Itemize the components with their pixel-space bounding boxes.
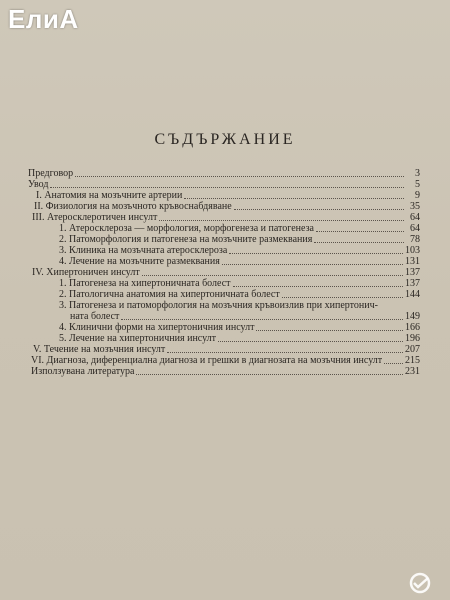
toc-entry-3-1	[59, 223, 420, 234]
toc-label: 5. Лечение на хипертоничния инсулт	[59, 333, 217, 344]
toc-entry-chapter-3	[32, 212, 420, 223]
toc-leader	[384, 363, 403, 364]
toc-entry-3-2	[59, 234, 420, 245]
toc-label: Използувана литература	[31, 366, 135, 377]
toc-page-number: 149	[405, 311, 420, 322]
toc-page-number: 207	[405, 344, 420, 355]
page-title: СЪДЪРЖАНИЕ	[154, 131, 296, 148]
toc-label: 1. Патогенеза на хипертоничната болест	[59, 278, 231, 289]
toc-page-number: 9	[415, 190, 420, 201]
toc-page-number: 35	[410, 201, 420, 212]
toc-label: Предговор	[28, 168, 74, 179]
toc-entry-4-3-continued	[70, 311, 420, 322]
toc-label: ната болест	[70, 311, 120, 322]
toc-leader	[142, 275, 403, 276]
toc-entry-4-1	[59, 278, 420, 289]
toc-label: IV. Хипертоничен инсулт	[32, 267, 140, 278]
toc-label: 4. Лечение на мозъчните размеквания	[59, 256, 220, 267]
toc-leader	[233, 286, 403, 287]
toc-entry-chapter-6	[31, 355, 420, 366]
toc-label: V. Течение на мозъчния инсулт	[33, 344, 166, 355]
toc-page-number: 144	[405, 289, 420, 300]
brand-logo: ЕлиА	[8, 4, 79, 34]
toc-leader	[167, 352, 403, 353]
toc-leader	[136, 374, 403, 375]
toc-entry-chapter-1	[36, 190, 420, 201]
toc-page-number: 166	[405, 322, 420, 333]
toc-page-number: 64	[410, 223, 420, 234]
toc-entry-intro	[28, 179, 420, 190]
toc-label: II. Физиология на мозъчното кръвоснабдяване	[34, 201, 232, 212]
toc-leader	[50, 187, 404, 188]
toc-label: I. Анатомия на мозъчните артерии	[36, 190, 183, 201]
toc-page-number: 64	[410, 212, 420, 223]
toc-entry-chapter-4	[32, 267, 420, 278]
toc-page-number: 215	[405, 355, 420, 366]
toc-label: 2. Патоморфология и патогенеза на мозъчните размеквания	[59, 234, 313, 245]
toc-leader	[222, 264, 403, 265]
toc-leader	[75, 176, 404, 177]
toc-entry-chapter-2	[34, 201, 420, 212]
toc-leader	[234, 209, 404, 210]
toc-label: Увод	[28, 179, 49, 190]
toc-label: 3. Клиника на мозъчната атеросклероза	[59, 245, 228, 256]
toc-page-number: 137	[405, 267, 420, 278]
toc-entry-4-5	[59, 333, 420, 344]
toc-page-number: 103	[405, 245, 420, 256]
toc-label: 4. Клинични форми на хипертоничния инсулт	[59, 322, 255, 333]
toc-entry-4-2	[59, 289, 420, 300]
toc-entry-chapter-5	[33, 344, 420, 355]
toc-leader	[184, 198, 404, 199]
toc-page-number: 3	[415, 168, 420, 179]
toc-entry-3-3	[59, 245, 420, 256]
toc-leader	[218, 341, 403, 342]
toc-page-number: 231	[405, 366, 420, 377]
toc-leader	[314, 242, 404, 243]
toc-entry-4-4	[59, 322, 420, 333]
toc-page-number: 137	[405, 278, 420, 289]
toc-page-number: 78	[410, 234, 420, 245]
toc-leader	[121, 319, 403, 320]
toc-leader	[282, 297, 403, 298]
toc-entry-4-3: 3. Патогенеза и патоморфология на мозъчния кръвоизлив при хипертонич-	[59, 300, 378, 311]
toc-entry-3-4	[59, 256, 420, 267]
toc-leader	[256, 330, 403, 331]
toc-leader	[229, 253, 403, 254]
toc-page-number: 196	[405, 333, 420, 344]
toc-leader	[159, 220, 404, 221]
toc-label: 1. Атеросклероза — морфология, морфогенеза и патогенеза	[59, 223, 314, 234]
toc-label: III. Атеросклеротичен инсулт	[32, 212, 158, 223]
toc-entry-preface	[28, 168, 420, 179]
toc-entry-references	[31, 366, 420, 377]
toc-page-number: 5	[415, 179, 420, 190]
toc-page-number: 131	[405, 256, 420, 267]
toc-label: VI. Диагноза, диференциална диагноза и грешки в диагнозата на мозъчния инсулт	[31, 355, 383, 366]
toc-leader	[316, 231, 404, 232]
toc-label: 2. Патологична анатомия на хипертоничната болест	[59, 289, 280, 300]
watermark-logo	[406, 572, 440, 594]
